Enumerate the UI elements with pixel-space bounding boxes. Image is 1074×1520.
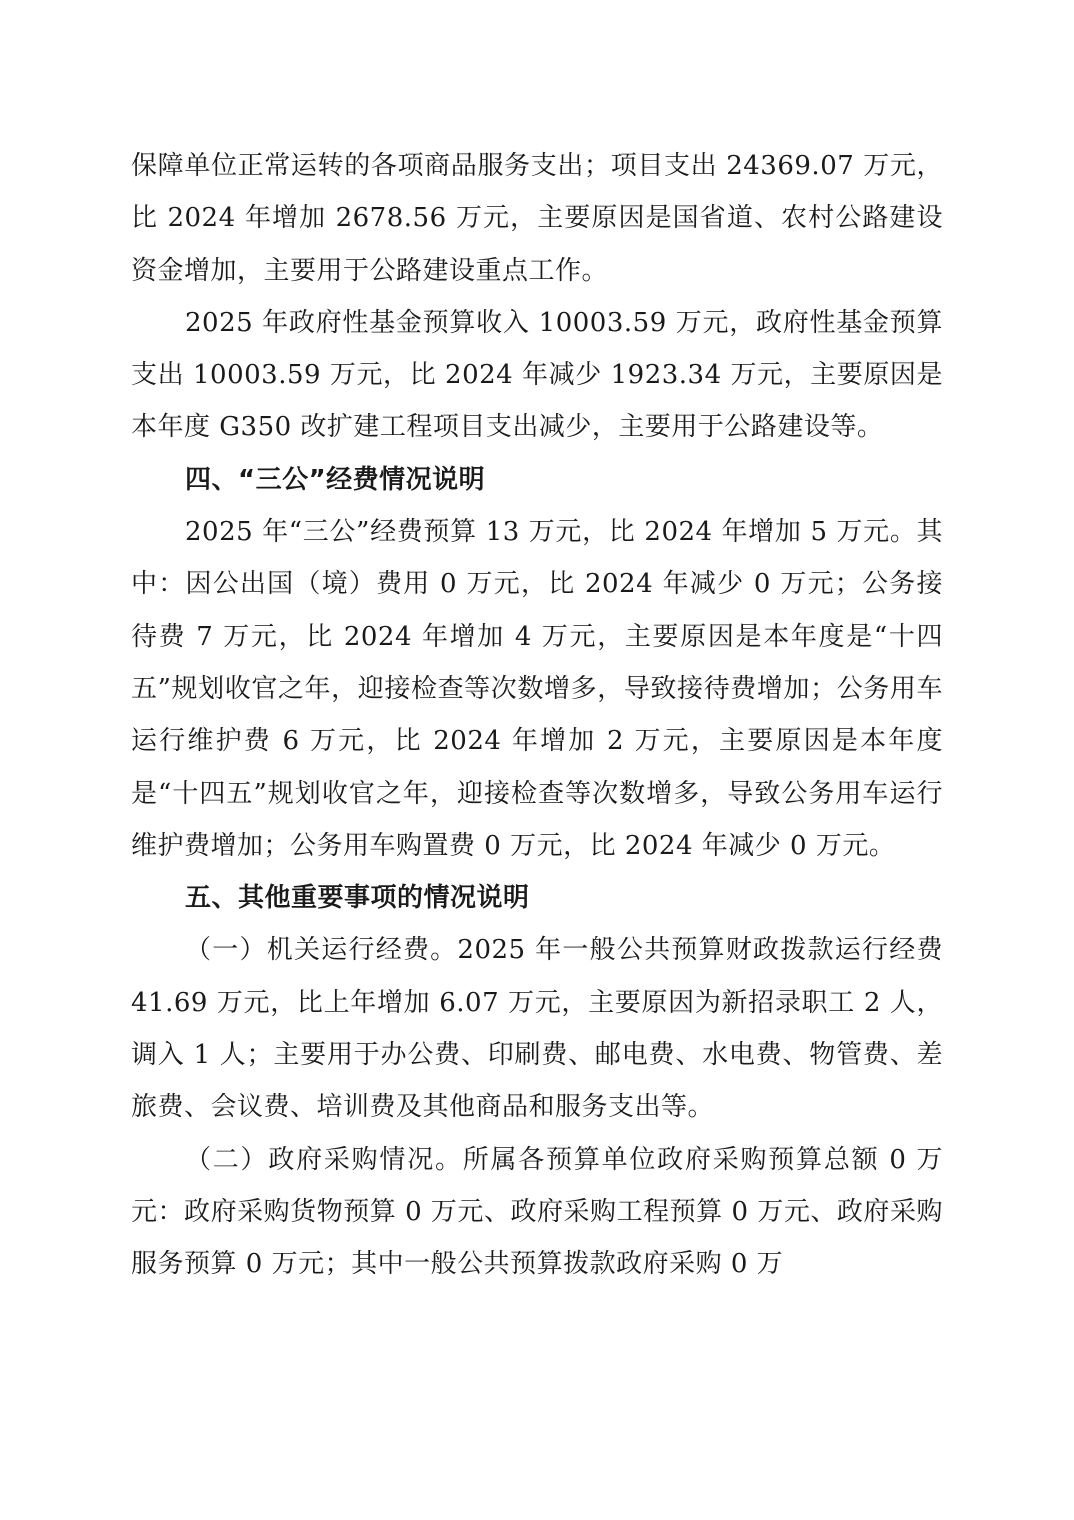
section-heading-three-public: 四、“三公”经费情况说明 <box>185 464 486 495</box>
paragraph-three-public-budget: 2025 年“三公”经费预算 13 万元，比 2024 年增加 5 万元。其中：因公出国（境）费用 0 万元，比 2024 年减少 0 万元；公务接待费 7 万元，比 2024 年增加 4 万元，主要原因是本年度是“十四五”规划收官之年，迎接检查等次数增多，导致接待费增加；公务用车运行维护费 6 万元，比 2024 年增加 2 万元，主要原因是本年度是“十四五”规划收官之年，迎接检查等次数增多，导致公务用车运行维护费增加；公务用车购置费 0 万元，比 2024 年减少 0 万元。 <box>131 517 943 861</box>
paragraph-government-procurement: （二）政府采购情况。所属各预算单位政府采购预算总额 0 万元：政府采购货物预算 0 万元、政府采购工程预算 0 万元、政府采购服务预算 0 万元；其中一般公共预算拨款政府采购 0 万 <box>131 1144 943 1280</box>
paragraph-government-fund: 2025 年政府性基金预算收入 10003.59 万元，政府性基金预算支出 10003.59 万元，比 2024 年减少 1923.34 万元，主要原因是本年度 G350 改扩建工程项目支出减少，主要用于公路建设等。 <box>131 307 943 443</box>
document-body <box>131 140 943 1291</box>
paragraph-operating-expenses: （一）机关运行经费。2025 年一般公共预算财政拨款运行经费 41.69 万元，比上年增加 6.07 万元，主要原因为新招录职工 2 人，调入 1 人；主要用于办公费、印刷费、邮电费、水电费、物管费、差旅费、会议费、培训费及其他商品和服务支出等。 <box>131 935 943 1123</box>
section-heading-other-matters: 五、其他重要事项的情况说明 <box>185 883 530 914</box>
paragraph-project-expenditure: 保障单位正常运转的各项商品服务支出；项目支出 24369.07 万元，比 2024 年增加 2678.56 万元，主要原因是国省道、农村公路建设资金增加，主要用于公路建设重点工作。 <box>131 151 943 286</box>
